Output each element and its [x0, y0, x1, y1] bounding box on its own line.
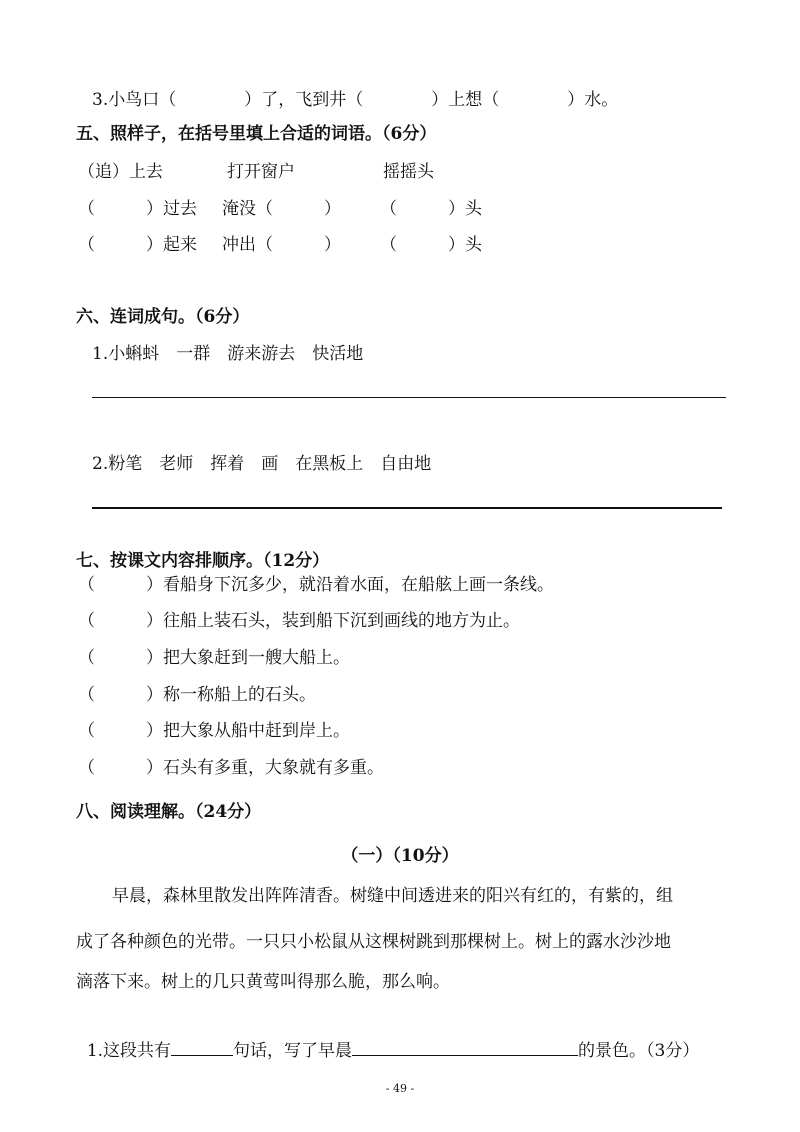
s5-row2-1: （ ）起来 [78, 235, 197, 255]
s5-row2-2: 冲出（ ） [222, 235, 341, 255]
s6-answer-line-1[interactable] [92, 397, 726, 398]
s5-row1-2: 淹没（ ） [222, 199, 341, 219]
s8-q1-text-a: 1.这段共有 [86, 1041, 172, 1061]
s8-q1-text-b: 句话，写了早晨 [233, 1041, 353, 1061]
s7-item-6: （ ）石头有多重，大象就有多重。 [78, 758, 384, 778]
s8-paragraph-line-2: 成了各种颜色的光带。一只只小松鼠从这棵树跳到那棵树上。树上的露水沙沙地 [76, 932, 671, 952]
s8-q1-blank-2[interactable] [352, 1037, 578, 1056]
s7-item-4: （ ）称一称船上的石头。 [78, 685, 316, 705]
s8-paragraph-line-3: 滴落下来。树上的几只黄莺叫得那么脆，那么响。 [76, 972, 450, 992]
s5-row1-3: （ ）头 [380, 199, 482, 219]
section-8-title: 八、阅读理解。（24分） [76, 802, 262, 822]
s5-example-2: 打开窗户 [227, 162, 295, 182]
s8-question-1 [76, 1013, 699, 1063]
s5-row2-3: （ ）头 [380, 235, 482, 255]
s5-row1-1: （ ）过去 [78, 199, 197, 219]
s6-question-1: 1.小蝌蚪 一群 游来游去 快活地 [92, 344, 364, 364]
question-3: 3.小鸟口（ ）了，飞到井（ ）上想（ ）水。 [92, 90, 619, 110]
s7-item-1: （ ）看船身下沉多少，就沿着水面，在船舷上画一条线。 [78, 575, 554, 595]
s6-question-2: 2.粉笔 老师 挥着 画 在黑板上 自由地 [92, 454, 432, 474]
s8-q1-text-c: 的景色。（3分） [578, 1041, 700, 1061]
s5-example-1: （追）上去 [78, 162, 163, 182]
s8-paragraph-line-1: 早晨，森林里散发出阵阵清香。树缝中间透进来的阳兴有红的，有紫的，组 [112, 886, 673, 906]
s5-example-3: 摇摇头 [383, 162, 434, 182]
s8-subtitle: （一）（10分） [341, 846, 459, 866]
section-6-title: 六、连词成句。（6分） [76, 307, 250, 327]
s8-q1-blank-1[interactable] [171, 1037, 233, 1056]
s7-item-2: （ ）往船上装石头，装到船下沉到画线的地方为止。 [78, 611, 520, 631]
page-number: - 49 - [385, 1082, 415, 1095]
section-7-title: 七、按课文内容排顺序。（12分） [76, 551, 330, 571]
section-5-title: 五、照样子，在括号里填上合适的词语。（6分） [76, 124, 437, 144]
s7-item-3: （ ）把大象赶到一艘大船上。 [78, 648, 350, 668]
s6-answer-line-2[interactable] [92, 507, 722, 509]
s7-item-5: （ ）把大象从船中赶到岸上。 [78, 721, 350, 741]
